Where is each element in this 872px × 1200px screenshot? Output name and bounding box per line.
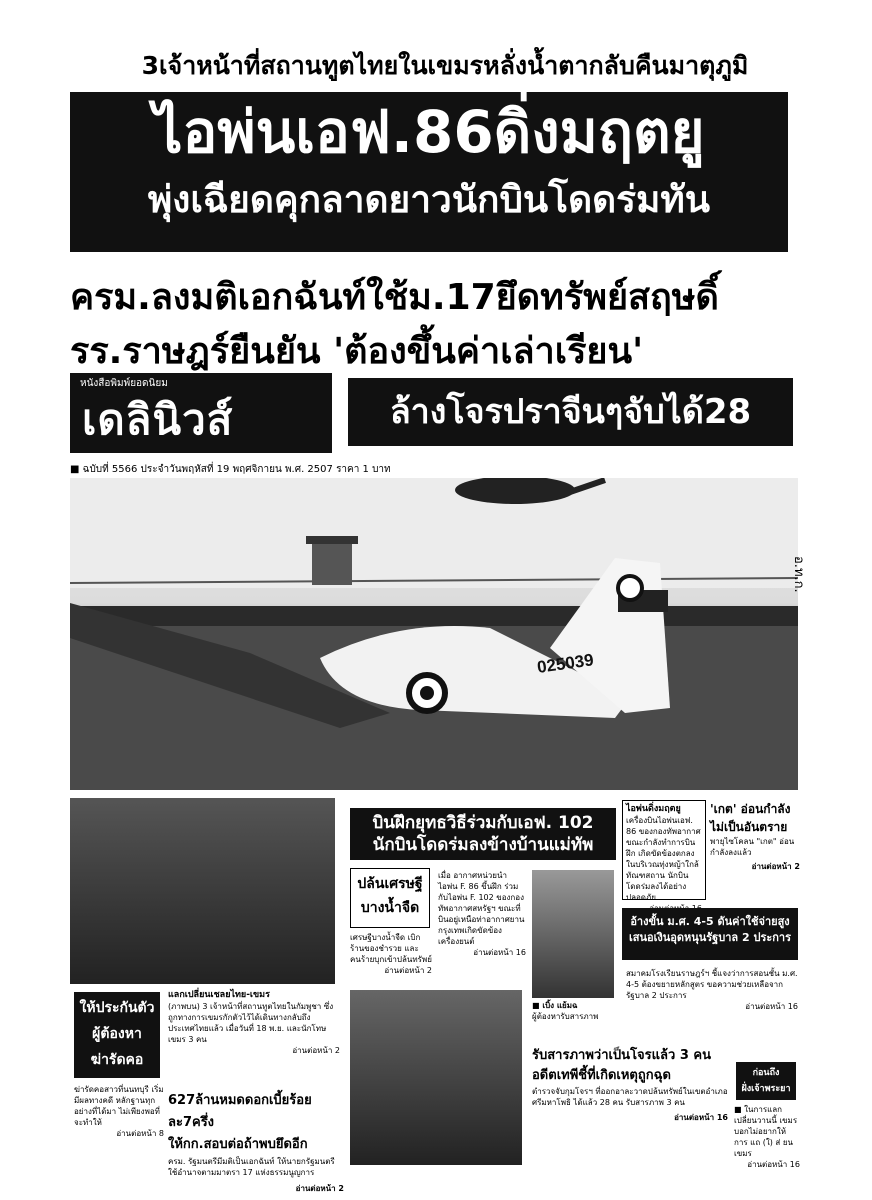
crash-text: เมื่อ อากาศหน่วยนำไอพ่น F. 86 ขึ้นฝึก ร่วมกับไอพ่น F. 102 ของกองทัพอากาศสหรัฐฯ ขณะที่บินอยู่เหนือท่าอากาศยาน กรุงเทพเกิดขัดข้องเครื่องยนต์ [438, 871, 525, 946]
gate-head-2: ไม่เป็นอันตราย [710, 820, 788, 834]
crash-body [438, 870, 526, 958]
gate-head-1: 'เกต' อ่อนกำลัง [710, 802, 791, 816]
budget-more: อ่านต่อหน้า 16 [745, 1002, 798, 1011]
accused-head [74, 992, 160, 1078]
suspect-caption [532, 1000, 622, 1022]
robber-more: อ่านต่อหน้า 16 [674, 1113, 728, 1122]
before-head-2: ฝั่งเจ้าพระยา [741, 1084, 791, 1094]
accused-text: ฆ่ารัดคอสาวที่นนทบุรี เริ่มมีผลทางคดี หลักฐานทุกอย่างที่ได้มา ไม่เพียงพอที่จะทำให้ [74, 1085, 164, 1127]
gate-more: อ่านต่อหน้า 2 [751, 862, 800, 871]
robbery-text: เศรษฐีบางน้ำจืด เบิกร้านของชำรวย และคนร้ายบุกเข้าปล้นทรัพย์ [350, 933, 432, 964]
side-mark: อ.ท.ก. [791, 556, 806, 593]
jet-box [622, 800, 706, 900]
budget-head-2: เสนอเงินอุดหนุนรัฐบาล 2 ประการ [628, 931, 792, 944]
masthead-name: เดลินิวส์ [82, 395, 234, 444]
crash-more: อ่านต่อหน้า 16 [473, 948, 526, 957]
issue-line: ■ ฉบับที่ 5566 ประจำวันพฤหัสที่ 19 พฤศจิกายน พ.ศ. 2507 ราคา 1 บาท [70, 464, 391, 475]
banner-headline-1: ไอพ่นเอฟ.86ดิ่งมฤตยู [153, 98, 705, 166]
crash-story-head-1: บินฝึกยุทธวิธีร่วมกับเอฟ. 102 [372, 813, 594, 833]
officials-photo [70, 798, 335, 984]
crash-photo [70, 478, 798, 790]
suspect-photo [532, 870, 614, 998]
gate-text: พายุไซโคลน "เกต" อ่อนกำลังลงแล้ว [710, 837, 795, 857]
exchange-text: (ภาพบน) 3 เจ้าหน้าที่สถานทูตไทยในกัมพูชา ซึ่งถูกทางการเขมรกักตัวไว้ได้เดินทางกลับถึงประเทศไทยแล้ว เมื่อวันที่ 18 พ.ย. และนักโทษเขมร 3 คน [168, 1002, 334, 1044]
gate-story [710, 800, 800, 876]
robbery-box [350, 868, 430, 928]
robbery-head-2: บางน้ำจืด [360, 900, 420, 916]
accused-head-1: ให้ประกันตัว [79, 1000, 155, 1016]
suspect-caption-text: ■ เบิ้ง แย้มฉ [532, 1001, 578, 1010]
before-head-1: ก่อนถึง [752, 1068, 780, 1078]
jet-box-head: ไอพ่นดิ่งมฤตยู [626, 804, 681, 814]
masthead-tag: หนังสือพิมพ์ยอดนิยม [80, 378, 168, 389]
money-more: อ่านต่อหน้า 2 [295, 1184, 344, 1193]
accused-head-2: ผู้ต้องหา [92, 1026, 142, 1042]
robber-head-1: รับสารภาพว่าเป็นโจรแล้ว 3 คน [532, 1048, 711, 1063]
tail-number: 025039 [535, 650, 595, 677]
crash-story-head-2: นักบินโดดร่มลงข้างบ้านแม่ทัพ [372, 835, 594, 855]
watchtower [312, 540, 352, 585]
accused-head-3: ฆ่ารัดคอ [90, 1052, 144, 1068]
main-banner [70, 92, 788, 252]
budget-head-1: อ้างขั้น ม.ศ. 4-5 ดันค่าใช้จ่ายสูง [630, 915, 790, 928]
budget-head [622, 908, 798, 960]
robber-text: ตำรวจจับกุมโจรฯ ที่ออกอาละวาดปล้นทรัพย์ในเขตอำเภอศรีมหาโพธิ ได้แล้ว 28 คน รับสารภาพ 3 คน [532, 1087, 728, 1107]
before-head [736, 1062, 796, 1100]
exchange-more: อ่านต่อหน้า 2 [292, 1046, 340, 1055]
banner-headline-2: พุ่งเฉียดคุกลาดยาวนักบินโดดร่มทัน [147, 178, 711, 221]
crash-photo-image [70, 478, 798, 790]
headline-cabinet: ครม.ลงมติเอกฉันท์ใช้ม.17ยึดทรัพย์สฤษดิ์ [70, 277, 719, 318]
top-headline: 3เจ้าหน้าที่สถานทูตไทยในเขมรหลั่งน้ำตากลับคืนมาตุภูมิ [141, 51, 749, 80]
money-story [168, 1090, 344, 1200]
money-head-2: ให้กก.สอบต่อถ้าพบยึดอีก [168, 1137, 308, 1152]
headline-school: รร.ราษฎร์ยืนยัน 'ต้องขึ้นค่าเล่าเรียน' [70, 331, 644, 372]
robbery-head-1: ปล้นเศรษฐี [357, 876, 423, 892]
before-text: ■ ในการแลกเปลี่ยนวานนี้ เขมรบอกไม่อยากให้ การ แถ (ใ) ส่ ยน เขมร [734, 1105, 798, 1158]
exchange-head: แลกเปลี่ยนเชลยไทย-เขมร [168, 990, 270, 1000]
crash-story-head [350, 808, 616, 860]
masthead [70, 373, 332, 453]
accused-more: อ่านต่อหน้า 8 [116, 1129, 164, 1138]
exchange-story [168, 990, 340, 1056]
before-more: อ่านต่อหน้า 16 [747, 1160, 800, 1169]
robbery-more: อ่านต่อหน้า 2 [384, 966, 432, 975]
crowd-photo [350, 990, 522, 1165]
banner-prachin: ล้างโจรปราจีนๆจับได้28 [348, 378, 793, 446]
jet-box-text: เครื่องบินไอพ่นเอฟ. 86 ของกองทัพอากาศ ขณะกำลังทำการบินฝึก เกิดขัดข้องตกลงในบริเวณทุ่งหญ้าใกล้ทัณฑสถาน นักบินโดดร่มลงได้อย่างปลอดภัย [626, 816, 701, 902]
money-text: ครม. รัฐมนตรีมีมติเป็นเอกฉันท์ ให้นายกรัฐมนตรีใช้อำนาจตามมาตรา 17 แห่งธรรมนูญการ [168, 1157, 335, 1177]
accused-body [74, 1084, 164, 1139]
robbery-body [350, 932, 432, 976]
suspect-caption-sub: ผู้ต้องหารับสารภาพ [532, 1012, 599, 1021]
budget-text: สมาคมโรงเรียนราษฎร์ฯ ชี้แจงว่าการสอนชั้น ม.ศ. 4-5 ต้องขยายหลักสูตร ขอความช่วยเหลือจากรัฐบาล 2 ประการ [626, 969, 798, 1000]
robber-story [532, 1046, 728, 1128]
budget-body [626, 968, 798, 1012]
before-body [734, 1104, 800, 1170]
robber-head-2: อดีตเทพีชี้ที่เกิดเหตุถูกฉุด [532, 1068, 671, 1083]
money-head-1: 627ล้านหมดดอกเบี้ยร้อยละ7ครึ่ง [168, 1093, 312, 1130]
